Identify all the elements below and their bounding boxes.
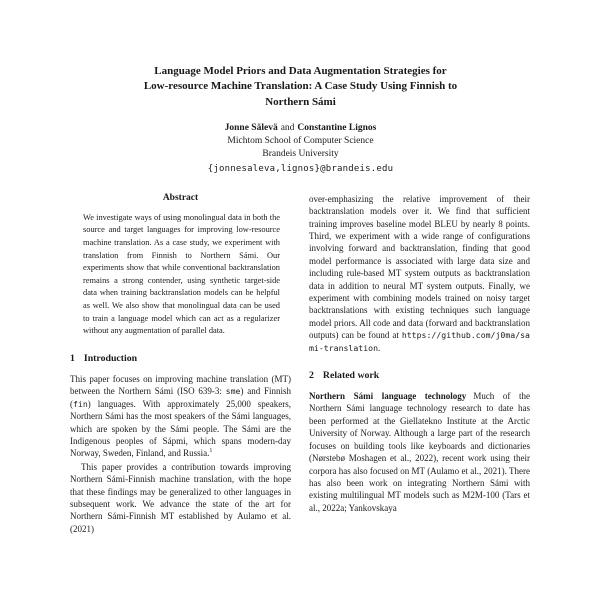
intro-paragraph-1 — [70, 373, 291, 460]
left-column — [70, 193, 291, 535]
section-number-1: 1 — [70, 352, 75, 364]
paragraph-runin-heading: Northern Sámi language technology — [309, 391, 467, 402]
section-heading-related-work — [309, 370, 530, 381]
email-line: {jonnesaleva,lignos}@brandeis.edu — [207, 163, 394, 174]
intro-p1-text-b: ) and Finnish ( — [70, 386, 291, 409]
paper-title — [70, 64, 531, 110]
section-heading-introduction — [70, 353, 291, 364]
abstract-text: We investigate ways of using monolingual data in both the source and target languages for improving low-resource machine translation. As a case study, we experiment with translation from Finnish to Northern Sámi. Our experiments show that while conventional backtranslation remains a strong contender, using synthetic target-side data when training backtranslation models can be helpful as well. We also show that monolingual data can be used to train a language model which can act as a regularizer without any augmentation of parallel data. — [83, 212, 280, 336]
continuation-period: . — [378, 342, 381, 353]
continuation-text: over-emphasizing the relative improvement of their backtranslation models over it. We find that sufficient training improves baseline model BLEU by nearly 8 points. Third, we experiment with a wide range of configurations involving forward and backtranslation, finding that good model performance is associated with large data size and including rule-based MT system outputs as backtranslation data in addition to neural MT system outputs. Finally, we experiment with combining models trained on noisy target backtranslations with existing techniques such language model priors. All code and data (forward and backtranslation outputs) can be found at — [309, 193, 530, 341]
title-line-2: Low-resource Machine Translation: A Case Study Using Finnish to — [143, 80, 458, 93]
related-work-text: Much of the Northern Sámi language technology research to date has been performed at the Giellatekno Institute at the Arctic University of Norway. Although a large part of the research focuses on building tools like keyboards and dictionaries (Nørstebø Moshagen et al., 2022), recent work using their corpora has also focused on MT (Aulamo et al., 2021). There has also been work on integrating Northern Sámi with existing multilingual MT models such as M2M-100 (Tars et al., 2022a; Yankovskaya — [309, 391, 531, 513]
author-line — [70, 123, 531, 133]
affiliation-school: Michtom School of Computer Science — [227, 136, 374, 147]
continuation-paragraph — [309, 193, 530, 354]
title-line-1: Language Model Priors and Data Augmentation Strategies for — [154, 65, 447, 77]
author-separator: and — [280, 123, 295, 134]
paper-header — [70, 64, 531, 174]
related-work-paragraph — [309, 390, 530, 514]
section-number-2: 2 — [309, 370, 314, 382]
two-column-body — [70, 193, 531, 535]
github-url-link[interactable]: https://github.com/j0ma/sami-translation — [309, 330, 530, 353]
section-title-introduction: Introduction — [83, 352, 138, 364]
affiliation-university: Brandeis University — [262, 148, 339, 159]
iso-code-sme: sme — [225, 386, 241, 397]
intro-p1-text-a: This paper focuses on improving machine translation (MT) between the Northern Sámi (ISO 639-3: — [70, 373, 291, 397]
author-name-1: Jonne Sälevä — [224, 123, 278, 134]
title-line-3: Northern Sámi — [265, 95, 336, 108]
right-column — [309, 193, 530, 535]
intro-paragraph-2: This paper provides a contribution towards improving Northern Sámi-Finnish machine translation, with the hope that these findings may be generalized to other languages in subsequent work. We advance the state of the art for Northern Sámi-Finnish MT established by Aulamo et al. (2021) — [70, 461, 291, 534]
section-title-related-work: Related work — [322, 370, 380, 382]
footnote-mark-1: 1 — [209, 448, 213, 455]
iso-code-fin: fin — [73, 398, 88, 409]
abstract-heading: Abstract — [162, 192, 199, 203]
author-name-2: Constantine Lignos — [297, 123, 377, 134]
intro-p1-text-c: ) languages. With approximately 25,000 speakers, Northern Sámi has the most speakers of the Sámi languages, which are spoken by the Sámi people. The Sámi are the Indigenous peoples of Sápmi, which spans modern-day Norway, Sweden, Finland, and Russia. — [70, 398, 291, 459]
